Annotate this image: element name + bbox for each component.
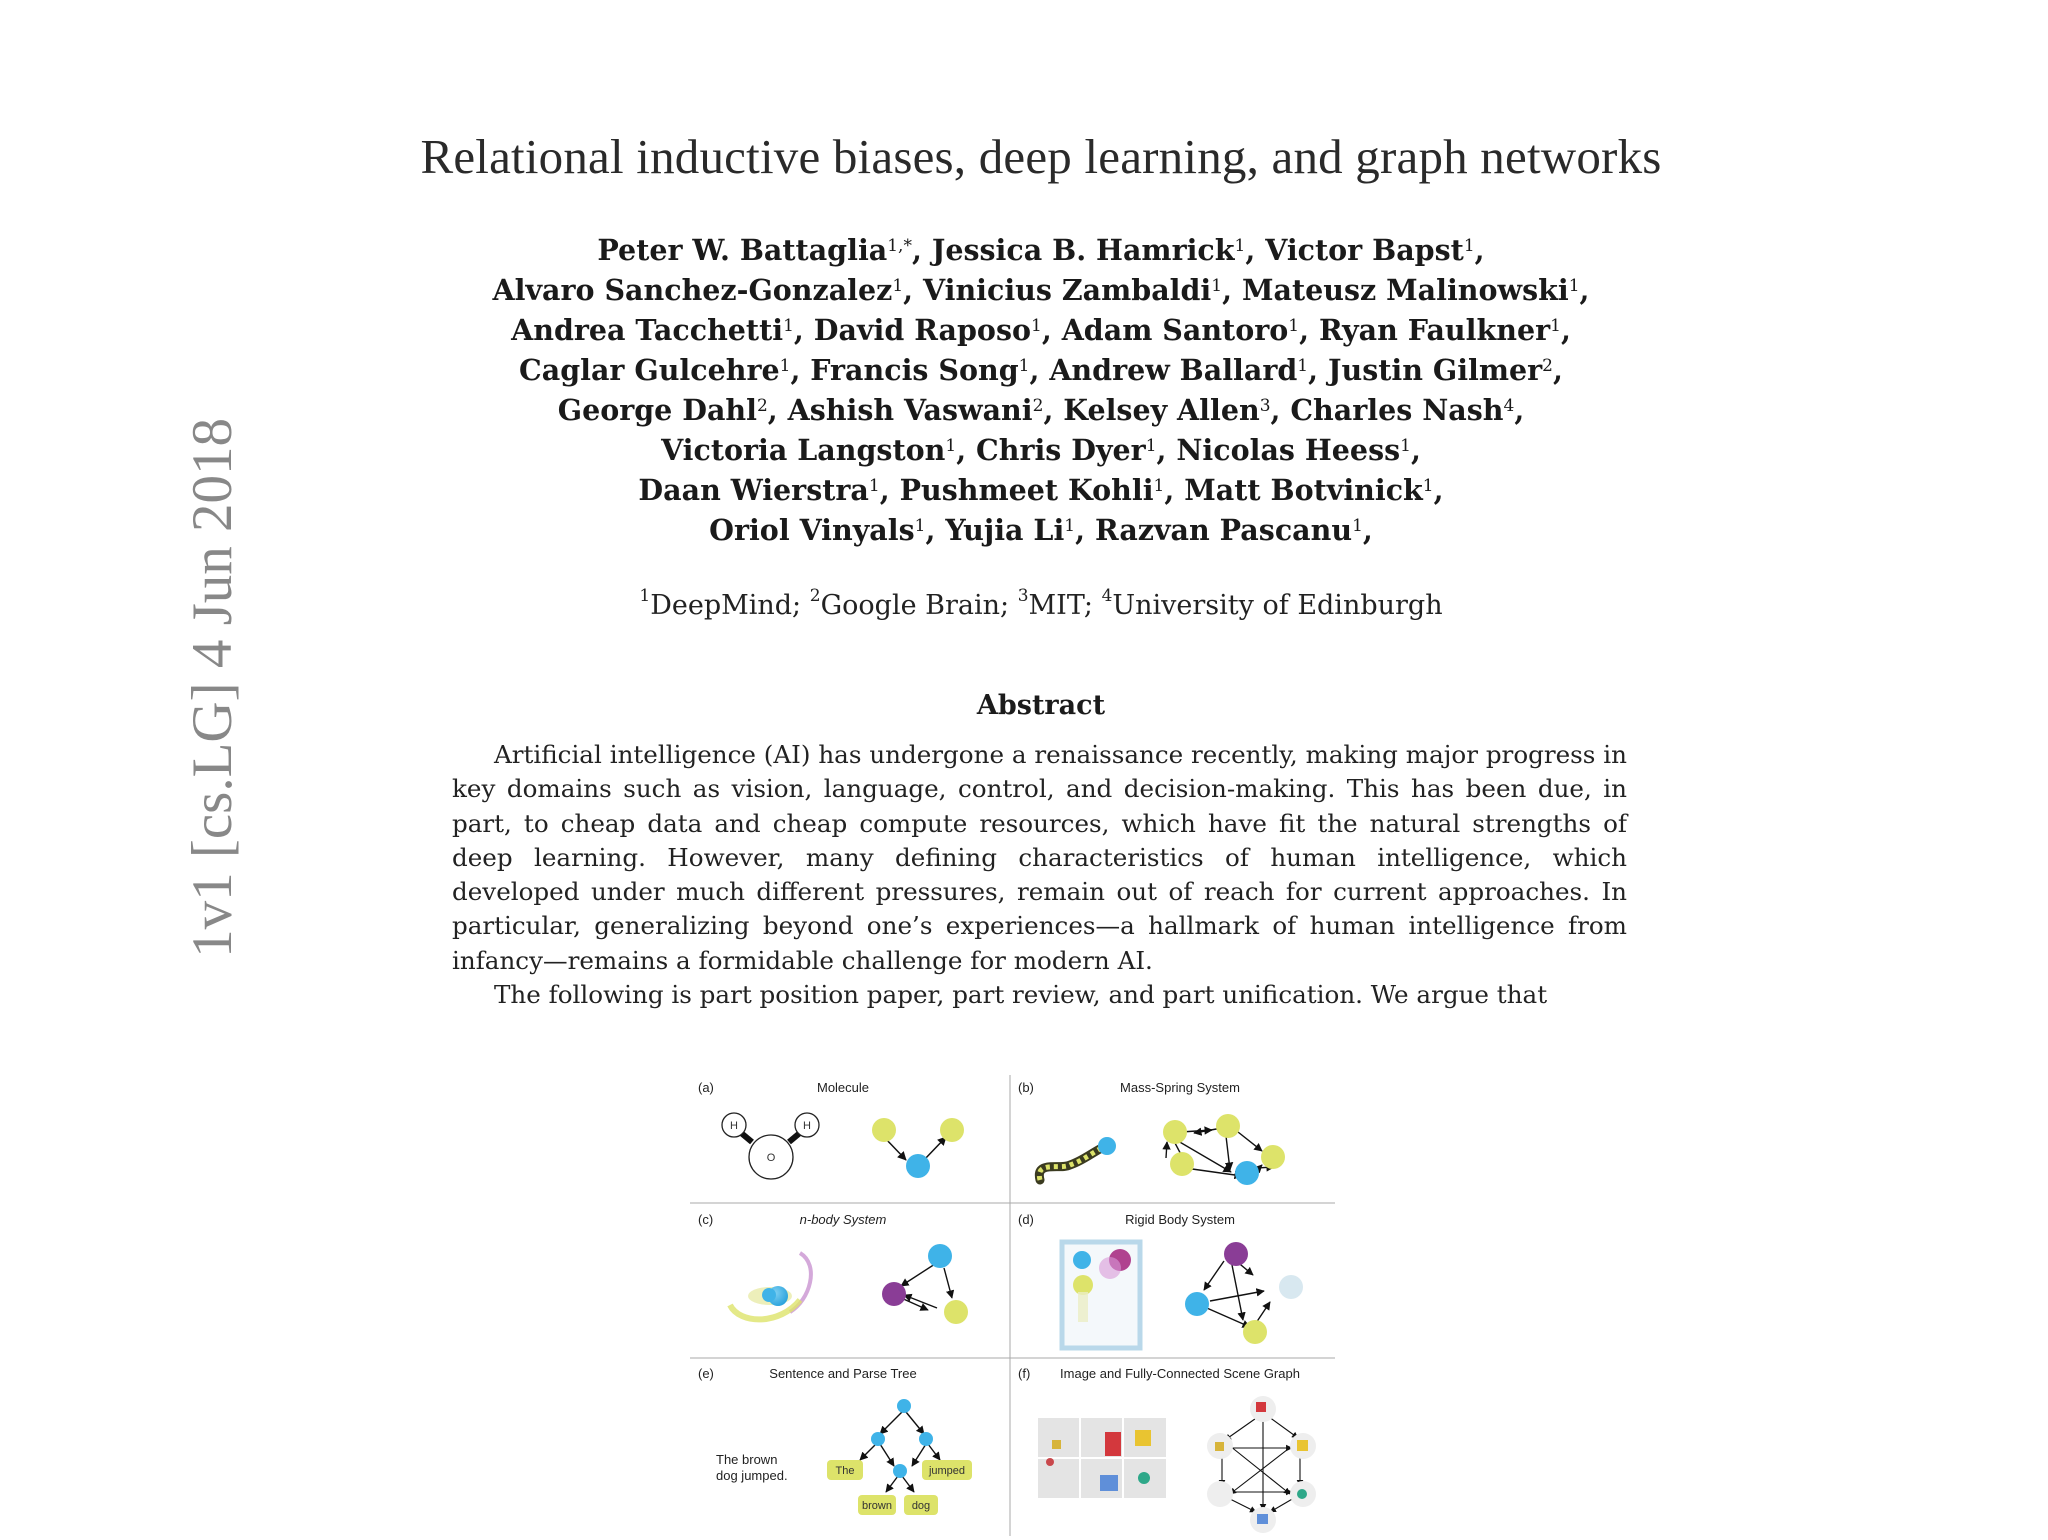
author-name: Kelsey Allen	[1063, 393, 1260, 427]
author-name: Justin Gilmer	[1327, 353, 1543, 387]
author-name: Mateusz Malinowski	[1241, 273, 1569, 307]
panel-d-label: (d)	[1018, 1212, 1034, 1227]
author-affiliation-mark: 1	[1297, 356, 1309, 376]
scene-image	[1038, 1418, 1166, 1498]
panel-f-title: Image and Fully-Connected Scene Graph	[1060, 1366, 1300, 1381]
author-name: George Dahl	[557, 393, 757, 427]
mass-spring-diagram	[1039, 1137, 1116, 1180]
author-name: Ashish Vaswani	[787, 393, 1033, 427]
graph-node	[1243, 1320, 1267, 1344]
tree-word: brown	[862, 1500, 892, 1512]
author-name: Charles Nash	[1290, 393, 1504, 427]
author-affiliation-mark: 1	[1550, 316, 1561, 336]
author-affiliation-mark: 2	[1542, 356, 1553, 376]
author-name: Yujia Li	[945, 513, 1065, 547]
affiliations	[0, 586, 2048, 621]
abstract-paragraph-1: Artificial intelligence (AI) has undergone a renaissance recently, making major progress in key domains such as vision, language, control, and decision-making. This has been due, in part, to cheap data and cheap compute resources, which have fit the natural strengths of deep learning. However, many defining characteristics of human intelligence, which developed under much different pressures, remain out of reach for current approaches. In particular, generalizing beyond one’s experiences—a hallmark of human intelligence from infancy—remains a formidable challenge for modern AI.	[452, 740, 1627, 975]
author-line: Oriol Vinyals$^1$, Yujia Li$^1$, Razvan Pascanu$^1$,	[709, 513, 1373, 547]
author-name: Oriol Vinyals	[709, 513, 915, 547]
scene-node	[1207, 1481, 1233, 1507]
author-name: Francis Song	[810, 353, 1019, 387]
mass-spring-graph	[1163, 1114, 1285, 1185]
graph-node	[1163, 1120, 1187, 1144]
author-name: David Raposo	[813, 313, 1031, 347]
author-name: Alvaro Sanchez-Gonzalez	[492, 273, 893, 307]
author-affiliation-mark: 1	[1153, 476, 1165, 496]
panel-a-label: (a)	[698, 1080, 714, 1095]
author-line: Caglar Gulcehre$^1$, Francis Song$^1$, Andrew Ballard$^1$, Justin Gilmer$^2$,	[519, 353, 1563, 387]
author-line: Victoria Langston$^1$, Chris Dyer$^1$, Nicolas Heess$^1$,	[661, 433, 1421, 467]
panel-c-label: (c)	[698, 1212, 714, 1227]
author-affiliation-mark: 1,*	[887, 236, 912, 256]
panel-b-label: (b)	[1018, 1080, 1034, 1095]
author-name: Andrea Tacchetti	[511, 313, 784, 347]
author-name: Razvan Pascanu	[1094, 513, 1353, 547]
graph-node	[928, 1244, 952, 1268]
paper-title: Relational inductive biases, deep learning, and graph networks	[420, 129, 1662, 184]
author-affiliation-mark: 1	[779, 356, 791, 376]
graph-node	[897, 1399, 911, 1413]
affiliation-mark: 1	[639, 586, 651, 606]
parse-tree	[827, 1399, 972, 1515]
author-name: Caglar Gulcehre	[519, 353, 780, 387]
graph-node	[940, 1118, 964, 1142]
author-affiliation-mark: 1	[1145, 436, 1157, 456]
rigid-body-graph	[1185, 1242, 1303, 1344]
author-name: Matt Botvinick	[1184, 473, 1423, 507]
author-name: Vinicius Zambaldi	[923, 273, 1212, 307]
author-name: Victor Bapst	[1265, 233, 1464, 267]
panel-f-label: (f)	[1018, 1366, 1031, 1381]
author-name: Ryan Faulkner	[1318, 313, 1551, 347]
arxiv-stamp	[180, 418, 260, 1018]
affiliation-mark: 3	[1017, 586, 1029, 606]
graph-node	[1170, 1152, 1194, 1176]
n-body-diagram	[730, 1253, 811, 1319]
graph-node	[1216, 1114, 1240, 1138]
author-affiliation-mark: 1	[892, 276, 904, 296]
author-name: Victoria Langston	[661, 433, 946, 467]
affiliation-mark: 2	[809, 586, 821, 606]
author-line: Andrea Tacchetti$^1$, David Raposo$^1$, Adam Santoro$^1$, Ryan Faulkner$^1$,	[511, 313, 1571, 347]
graph-node	[1185, 1292, 1209, 1316]
author-affiliation-mark: 1	[1018, 356, 1030, 376]
affiliation-name: DeepMind;	[650, 590, 810, 621]
affiliation-name: Google Brain;	[820, 590, 1018, 621]
graph-node	[871, 1432, 885, 1446]
author-affiliation-mark: 1	[1288, 316, 1300, 336]
author-affiliation-mark: 1	[783, 316, 794, 336]
author-affiliation-mark: 1	[1422, 476, 1434, 496]
panel-d-title: Rigid Body System	[1125, 1212, 1235, 1227]
author-affiliation-mark: 4	[1503, 396, 1515, 416]
author-line: George Dahl$^2$, Ashish Vaswani$^2$, Kelsey Allen$^3$, Charles Nash$^4$,	[557, 393, 1525, 427]
panel-a-title: Molecule	[816, 1080, 870, 1095]
panel-c-title: n-body System	[799, 1212, 887, 1227]
tree-word: The	[835, 1465, 855, 1477]
graph-node	[1224, 1242, 1248, 1266]
affiliation-name: University of Edinburgh	[1112, 590, 1443, 621]
rigid-body-diagram	[1062, 1242, 1140, 1348]
arxiv-stamp-text: 1v1 [cs.LG] 4 Jun 2018	[181, 418, 244, 958]
abstract-body	[452, 738, 1627, 1012]
tree-word: dog	[911, 1500, 931, 1512]
author-affiliation-mark: 1	[1234, 236, 1246, 256]
affiliation-mark: 4	[1101, 586, 1113, 606]
author-name: Andrew Ballard	[1049, 353, 1298, 387]
author-line: Peter W. Battaglia$^{1,*}$, Jessica B. Hamrick$^1$, Victor Bapst$^1$,	[597, 233, 1485, 267]
author-affiliation-mark: 2	[756, 396, 768, 416]
graph-node	[1279, 1275, 1303, 1299]
author-affiliation-mark: 3	[1259, 396, 1271, 416]
hydrogen-label-2: H	[803, 1120, 811, 1132]
figure-svg	[690, 1070, 1340, 1536]
graph-node	[906, 1154, 930, 1178]
author-name: Nicolas Heess	[1176, 433, 1401, 467]
graph-node	[1235, 1161, 1259, 1185]
abstract-heading: Abstract	[976, 690, 1106, 721]
author-name: Daan Wierstra	[638, 473, 869, 507]
author-affiliation-mark: 1	[1400, 436, 1411, 456]
author-name: Jessica B. Hamrick	[931, 233, 1235, 267]
graph-node	[872, 1118, 896, 1142]
sentence-line-2: dog jumped.	[716, 1468, 788, 1483]
author-name: Chris Dyer	[976, 433, 1146, 467]
graph-node	[1261, 1145, 1285, 1169]
author-affiliation-mark: 1	[1031, 316, 1042, 336]
graph-node	[919, 1432, 933, 1446]
graph-node	[893, 1464, 907, 1478]
molecule-graph	[872, 1118, 964, 1178]
author-list	[0, 230, 2048, 550]
panel-e-label: (e)	[698, 1366, 714, 1381]
author-name: Pushmeet Kohli	[899, 473, 1154, 507]
scene-graph	[1207, 1396, 1316, 1533]
graph-node	[882, 1282, 906, 1306]
oxygen-label: O	[766, 1152, 776, 1164]
molecule-diagram	[722, 1113, 819, 1179]
author-affiliation-mark: 1	[1463, 236, 1475, 256]
n-body-graph	[882, 1244, 968, 1324]
author-name: Peter W. Battaglia	[597, 233, 888, 267]
abstract-paragraph-2: The following is part position paper, part review, and part unification. We argue that	[494, 980, 1548, 1010]
author-affiliation-mark: 1	[945, 436, 957, 456]
panel-b-title: Mass-Spring System	[1120, 1080, 1240, 1095]
author-affiliation-mark: 1	[1211, 276, 1223, 296]
sentence-line-1: The brown	[716, 1452, 778, 1467]
author-affiliation-mark: 1	[1568, 276, 1580, 296]
author-line: Daan Wierstra$^1$, Pushmeet Kohli$^1$, Matt Botvinick$^1$,	[638, 473, 1444, 507]
panel-e-title: Sentence and Parse Tree	[769, 1366, 917, 1381]
hydrogen-label-1: H	[730, 1120, 738, 1132]
graph-node	[944, 1300, 968, 1324]
author-affiliation-mark: 1	[914, 516, 926, 536]
author-name: Adam Santoro	[1061, 313, 1289, 347]
figure-graph-examples	[690, 1070, 1340, 1536]
tree-word: jumped	[928, 1465, 966, 1477]
author-line: Alvaro Sanchez-Gonzalez$^1$, Vinicius Zambaldi$^1$, Mateusz Malinowski$^1$,	[492, 273, 1590, 307]
author-affiliation-mark: 1	[1352, 516, 1363, 536]
author-affiliation-mark: 2	[1032, 396, 1044, 416]
affiliation-name: MIT;	[1028, 590, 1102, 621]
author-affiliation-mark: 1	[868, 476, 880, 496]
author-affiliation-mark: 1	[1064, 516, 1076, 536]
